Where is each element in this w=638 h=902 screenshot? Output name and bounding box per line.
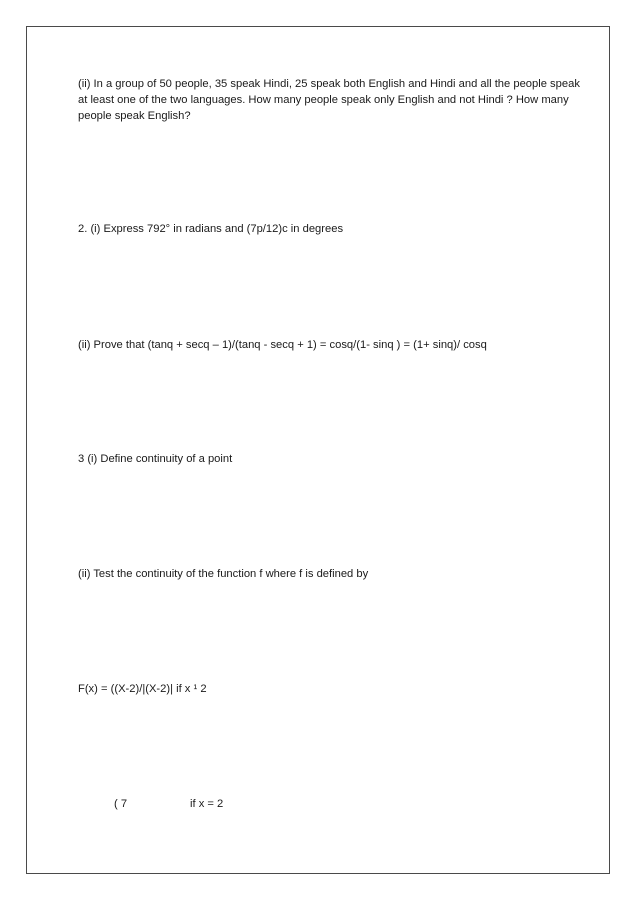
question-1-ii [78, 76, 580, 124]
question-1-ii-line-1: (ii) In a group of 50 people, 35 speak Hindi, 25 speak both English and Hindi and all the people speak [78, 78, 580, 90]
question-2-ii: (ii) Prove that (tanq + secq – 1)/(tanq - secq + 1) = cosq/(1- sinq ) = (1+ sinq)/ cosq [78, 339, 487, 351]
question-1-ii-line-2: at least one of the two languages. How many people speak only English and not Hindi ? How many [78, 94, 569, 106]
function-case-2 [114, 796, 223, 812]
question-2-i: 2. (i) Express 792° in radians and (7p/12)c in degrees [78, 223, 344, 235]
question-3-ii: (ii) Test the continuity of the function f where f is defined by [78, 568, 369, 580]
function-case-1: F(x) = ((X-2)/|(X-2)| if x ¹ 2 [78, 683, 207, 695]
question-1-ii-line-3: people speak English? [78, 110, 191, 122]
question-3-i: 3 (i) Define continuity of a point [78, 453, 233, 465]
page-border [26, 26, 610, 874]
function-case-2-condition: if x = 2 [190, 798, 224, 810]
function-case-2-value: ( 7 [114, 798, 128, 810]
